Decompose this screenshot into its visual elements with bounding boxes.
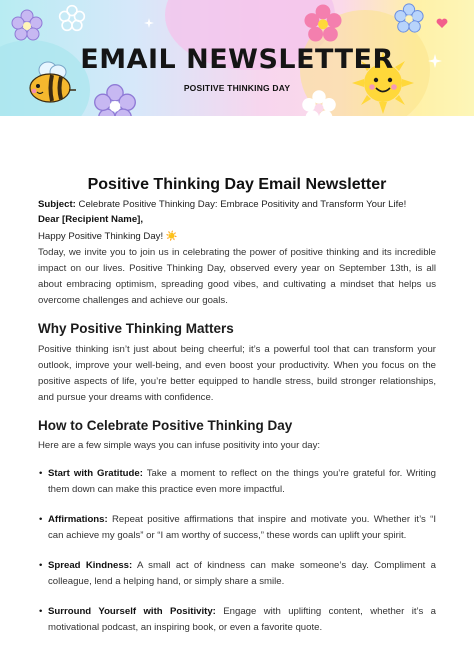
flower-icon	[58, 4, 86, 32]
tip-text: A small act of kindness can make someone’s day. Compliment a colleague, lend a helping hand, or simply share a smile.	[48, 560, 436, 587]
sparkle-icon	[144, 18, 154, 28]
newsletter-banner	[0, 0, 474, 116]
tip-label: Start with Gratitude:	[48, 468, 143, 479]
tip-text: Take a moment to reflect on the things you’re grateful for. Writing them down can make this practice even more impactful.	[48, 468, 436, 495]
tips-list	[38, 466, 436, 636]
list-item	[38, 466, 436, 498]
flower-icon	[10, 8, 44, 42]
section-heading-how: How to Celebrate Positive Thinking Day	[38, 418, 293, 433]
heart-icon	[436, 18, 448, 29]
newsletter-body	[38, 176, 436, 636]
tip-label: Affirmations:	[48, 514, 108, 525]
tip-label: Spread Kindness:	[48, 560, 133, 571]
tip-text: Engage with uplifting content, whether it’s a motivational podcast, an inspiring book, or even a favorite quote.	[48, 606, 436, 633]
banner-title: EMAIL NEWSLETTER	[80, 44, 394, 75]
list-item	[38, 604, 436, 636]
document-title: Positive Thinking Day Email Newsletter	[87, 176, 387, 193]
subject-text: Celebrate Positive Thinking Day: Embrace Positivity and Transform Your Life!	[78, 199, 407, 210]
salutation-text: Dear [Recipient Name],	[38, 214, 144, 225]
flower-icon	[302, 2, 344, 44]
section-intro-how: Here are a few simple ways you can infuse positivity into your day:	[38, 440, 321, 451]
greeting: Happy Positive Thinking Day! ☀️	[38, 231, 178, 242]
banner-subtitle: POSITIVE THINKING DAY	[183, 83, 291, 93]
tip-label: Surround Yourself with Positivity:	[48, 606, 216, 617]
tip-text: Repeat positive affirmations that inspire and motivate you. Whether it’s “I can achieve my goals” or “I am worthy of success,” these words can uplift your spirit.	[48, 514, 436, 541]
list-item	[38, 512, 436, 544]
list-item	[38, 558, 436, 590]
subject-label: Subject:	[38, 199, 76, 210]
subject-line	[38, 198, 436, 212]
flower-icon	[393, 2, 425, 34]
section-heading-why: Why Positive Thinking Matters	[38, 321, 234, 336]
section-body-why: Positive thinking isn’t just about being cheerful; it’s a powerful tool that can transform your outlook, improve your well-being, and even boost your productivity. When you focus on the positive aspects of life, you’re better equipped to handle stress, build stronger relationships, and pursue your dreams with confidence.	[38, 344, 436, 403]
salutation	[38, 213, 436, 227]
intro-paragraph: Today, we invite you to join us in celebrating the power of positive thinking and its incredible impact on our lives. Positive Thinking Day, observed every year on September 13th, is all about embracing optimism, spreading good vibes, and cultivating a mindset that helps us overcome challenges and achieve our goals.	[38, 247, 436, 306]
